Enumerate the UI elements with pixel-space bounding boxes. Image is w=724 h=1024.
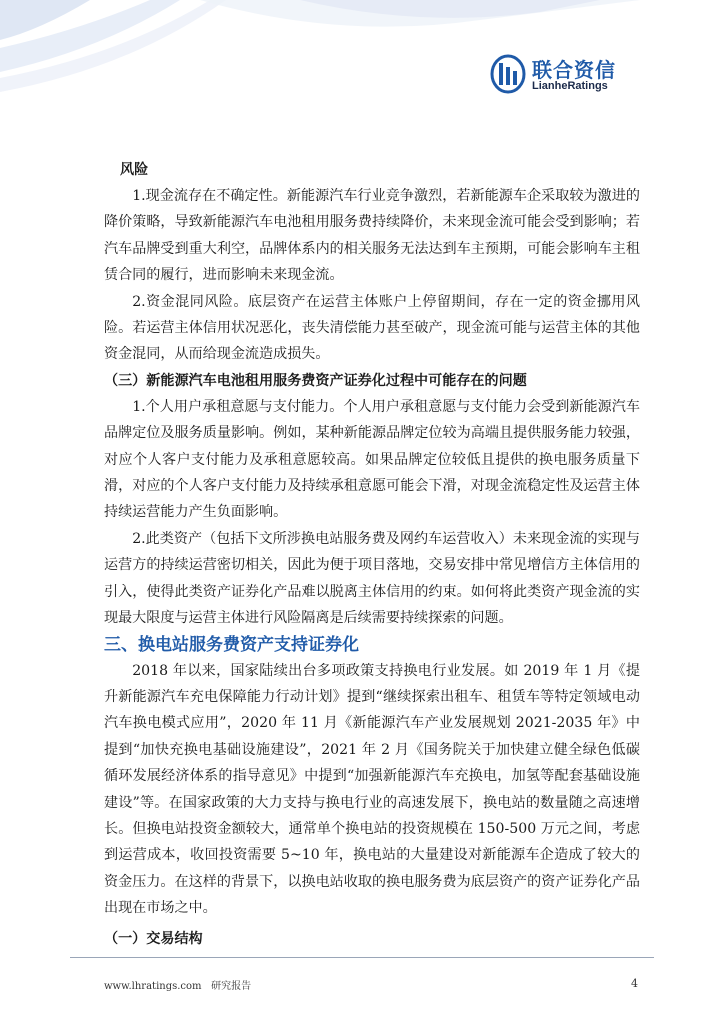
footer-website: www.lhratings.com [104, 981, 202, 992]
document-body [104, 157, 640, 952]
transaction-structure-heading: （一）交易结构 [104, 930, 203, 947]
logo-english-name: LianheRatings [532, 80, 608, 92]
lianhe-logo-icon [490, 54, 526, 94]
page-number: 4 [631, 977, 638, 990]
issues-paragraph-1: 1.个人用户承租意愿与支付能力。个人用户承租意愿与支付能力会受到新能源汽车品牌定位及服务质量影响。例如，某种新能源品牌定位较为高端且提供服务能力较强，对应个人客户支付能力及承租意愿较高。如果品牌定位较低且提供的换电服务质量下滑，对应的个人客户支付能力及持续承租意愿可能会下滑，对现金流稳定性及运营主体持续运营能力产生负面影响。 [104, 398, 640, 521]
risk-heading: 风险 [120, 162, 149, 178]
section-3-heading: 三、换电站服务费资产支持证券化 [104, 634, 359, 655]
footer-report-type: 研究报告 [211, 981, 252, 992]
issues-paragraph-2: 2.此类资产（包括下文所涉换电站服务费及网约车运营收入）未来现金流的实现与运营方的持续运营密切相关，因此为便于项目落地，交易安排中常见增信方主体信用的引入，使得此类资产证券化产品难以脱离主体信用的约束。如何将此类资产现金流的实现最大限度与运营主体进行风险隔离是后续需要持续探索的问题。 [104, 530, 640, 627]
footer-source [104, 977, 251, 992]
company-logo [490, 52, 640, 102]
risk-paragraph-2: 2.资金混同风险。底层资产在运营主体账户上停留期间，存在一定的资金挪用风险。若运营主体信用状况恶化，丧失清偿能力甚至破产，现金流可能与运营主体的其他资金混同，从而给现金流造成损失。 [104, 293, 640, 363]
section-3-paragraph: 2018 年以来，国家陆续出台多项政策支持换电行业发展。如 2019 年 1 月《提升新能源汽车充电保障能力行动计划》提到“继续探索出租车、租赁车等特定领域电动汽车换电模式应用”，2020 年 11 月《新能源汽车产业发展规划 2021-2035 年》中提到“加快充换电基础设施建设”，2021 年 2 月《国务院关于加快建立健全绿色低碳循环发展经济体系的指导意见》中提到“加强新能源汽车充换电，加氢等配套基础设施建设”等。在国家政策的大力支持与换电行业的高速发展下，换电站的数量随之高速增长。但换电站投资金额较大，通常单个换电站的投资规模在 150-500 万元之间，考虑到运营成本，收回投资需要 5~10 年，换电站的大量建设对新能源车企造成了较大的资金压力。在这样的背景下，以换电站收取的换电服务费为底层资产的资产证券化产品出现在市场之中。 [104, 662, 640, 917]
logo-chinese-name: 联合资信 [532, 58, 616, 82]
risk-paragraph-1: 1.现金流存在不确定性。新能源汽车行业竞争激烈，若新能源车企采取较为激进的降价策略，导致新能源汽车电池租用服务费持续降价，未来现金流可能会受到影响；若汽车品牌受到重大利空，品牌体系内的相关服务无法达到车主预期，可能会影响车主租赁合同的履行，进而影响未来现金流。 [104, 188, 640, 284]
issues-heading: （三）新能源汽车电池租用服务费资产证券化过程中可能存在的问题 [104, 372, 527, 389]
footer-divider [70, 957, 654, 958]
